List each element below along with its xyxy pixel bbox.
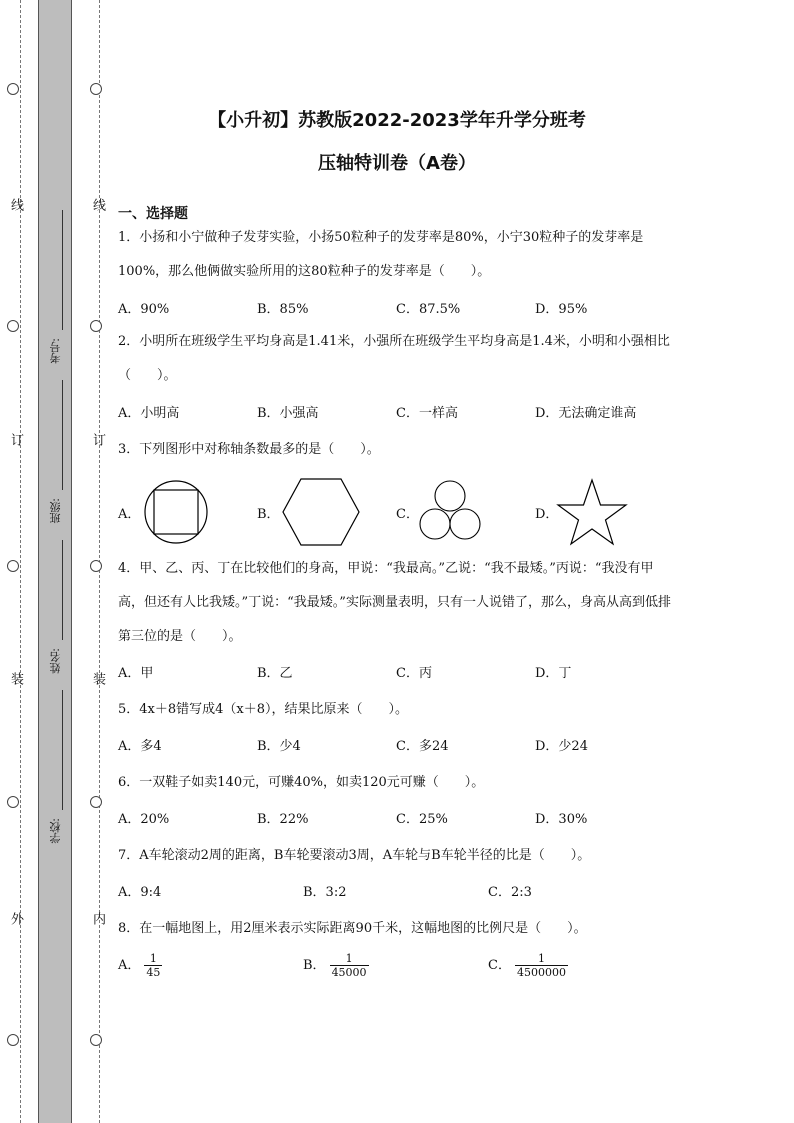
fraction-numerator: 1 bbox=[330, 952, 369, 966]
question-3: 3．下列图形中对称轴条数最多的是（ ）。 bbox=[118, 442, 380, 457]
inner-char: 订 bbox=[90, 433, 105, 446]
option-a: A． bbox=[118, 507, 141, 522]
punch-hole bbox=[7, 320, 19, 332]
punch-hole bbox=[7, 83, 19, 95]
option-b: B．22% bbox=[257, 812, 309, 827]
option-d: D． bbox=[535, 507, 559, 522]
outer-char: 订 bbox=[8, 433, 23, 446]
option-c: C．丙 bbox=[396, 666, 432, 681]
exam-number-label: 考号: bbox=[49, 338, 62, 364]
option-c bbox=[488, 952, 568, 979]
option-a: A．20% bbox=[118, 812, 170, 827]
option-b: B．3:2 bbox=[303, 885, 347, 900]
page-subtitle: 压轴特训卷（A卷） bbox=[318, 153, 476, 174]
fraction bbox=[330, 952, 369, 979]
circle-with-square-figure bbox=[143, 479, 209, 545]
question-5: 5．4x＋8错写成4（x＋8），结果比原来（ ）。 bbox=[118, 702, 409, 717]
outer-char: 装 bbox=[8, 672, 23, 685]
option-a: A．90% bbox=[118, 302, 170, 317]
name-label: 姓名: bbox=[49, 648, 62, 674]
option-d: D．少24 bbox=[535, 739, 588, 754]
option-a: A．9:4 bbox=[118, 885, 162, 900]
punch-hole bbox=[7, 1034, 19, 1046]
question-2: 2．小明所在班级学生平均身高是1.41米，小强所在班级学生平均身高是1.4米，小明和小强相比（ ）。 bbox=[118, 334, 670, 383]
fraction bbox=[515, 952, 568, 979]
outer-char: 外 bbox=[8, 912, 23, 925]
option-c: C． bbox=[396, 507, 419, 522]
fraction-denominator: 45000 bbox=[331, 966, 367, 979]
option-letter: B． bbox=[303, 958, 326, 973]
punch-hole bbox=[90, 83, 102, 95]
fraction-denominator: 45 bbox=[146, 966, 161, 979]
option-letter: A． bbox=[118, 958, 141, 973]
option-a: A．甲 bbox=[118, 666, 154, 681]
inner-char: 内 bbox=[90, 912, 105, 925]
class-label: 班级: bbox=[49, 498, 62, 524]
fraction-numerator: 1 bbox=[515, 952, 568, 966]
three-circles-figure bbox=[418, 480, 482, 542]
question-1: 1．小扬和小宁做种子发芽实验，小扬50粒种子的发芽率是80%，小宁30粒种子的发芽率是100%，那么他俩做实验所用的这80粒种子的发芽率是（ ）。 bbox=[118, 230, 644, 279]
option-d: D．30% bbox=[535, 812, 588, 827]
option-a: A．多4 bbox=[118, 739, 162, 754]
outer-char: 线 bbox=[8, 198, 23, 211]
option-d: D．无法确定谁高 bbox=[535, 406, 637, 421]
option-letter: C． bbox=[488, 958, 511, 973]
page-title: 【小升初】苏教版2022-2023学年升学分班考 bbox=[208, 110, 586, 131]
punch-hole bbox=[90, 1034, 102, 1046]
option-b: B．小强高 bbox=[257, 406, 319, 421]
punch-hole bbox=[90, 796, 102, 808]
fraction-numerator: 1 bbox=[144, 952, 162, 966]
option-c: C．25% bbox=[396, 812, 448, 827]
star-figure bbox=[556, 478, 628, 546]
option-b: B． bbox=[257, 507, 280, 522]
option-b: B．85% bbox=[257, 302, 309, 317]
punch-hole bbox=[90, 560, 102, 572]
option-c: C．一样高 bbox=[396, 406, 458, 421]
inner-char: 线 bbox=[90, 198, 105, 211]
option-b: B．少4 bbox=[257, 739, 301, 754]
option-c: C．87.5% bbox=[396, 302, 461, 317]
fraction bbox=[144, 952, 162, 979]
exam-number-line bbox=[62, 210, 63, 330]
punch-hole bbox=[7, 560, 19, 572]
question-4: 4．甲、乙、丙、丁在比较他们的身高，甲说：“我最高。”乙说：“我不最矮。”丙说：“我没有甲高，但还有人比我矮。”丁说：“我最矮。”实际测量表明，只有一人说错了，那么，身高从高到低排第三位的是（ ）。 bbox=[118, 561, 671, 644]
section-heading: 一、选择题 bbox=[118, 206, 188, 222]
class-line bbox=[62, 380, 63, 490]
school-label: 学校: bbox=[49, 818, 62, 844]
option-d: D．95% bbox=[535, 302, 588, 317]
option-d: D．丁 bbox=[535, 666, 572, 681]
option-c: C．2:3 bbox=[488, 885, 532, 900]
fraction-denominator: 4500000 bbox=[516, 966, 566, 979]
inner-char: 装 bbox=[90, 672, 105, 685]
option-c: C．多24 bbox=[396, 739, 449, 754]
question-6: 6．一双鞋子如卖140元，可赚40%，如卖120元可赚（ ）。 bbox=[118, 775, 485, 790]
question-8: 8．在一幅地图上，用2厘米表示实际距离90千米，这幅地图的比例尺是（ ）。 bbox=[118, 921, 587, 936]
name-line bbox=[62, 540, 63, 640]
option-b: B．乙 bbox=[257, 666, 293, 681]
punch-hole bbox=[90, 320, 102, 332]
punch-hole bbox=[7, 796, 19, 808]
school-line bbox=[62, 690, 63, 810]
question-7: 7．A车轮滚动2周的距离，B车轮要滚动3周，A车轮与B车轮半径的比是（ ）。 bbox=[118, 848, 591, 863]
option-a: A．小明高 bbox=[118, 406, 180, 421]
option-a bbox=[118, 952, 162, 979]
hexagon-figure bbox=[281, 477, 361, 547]
option-b bbox=[303, 952, 369, 979]
